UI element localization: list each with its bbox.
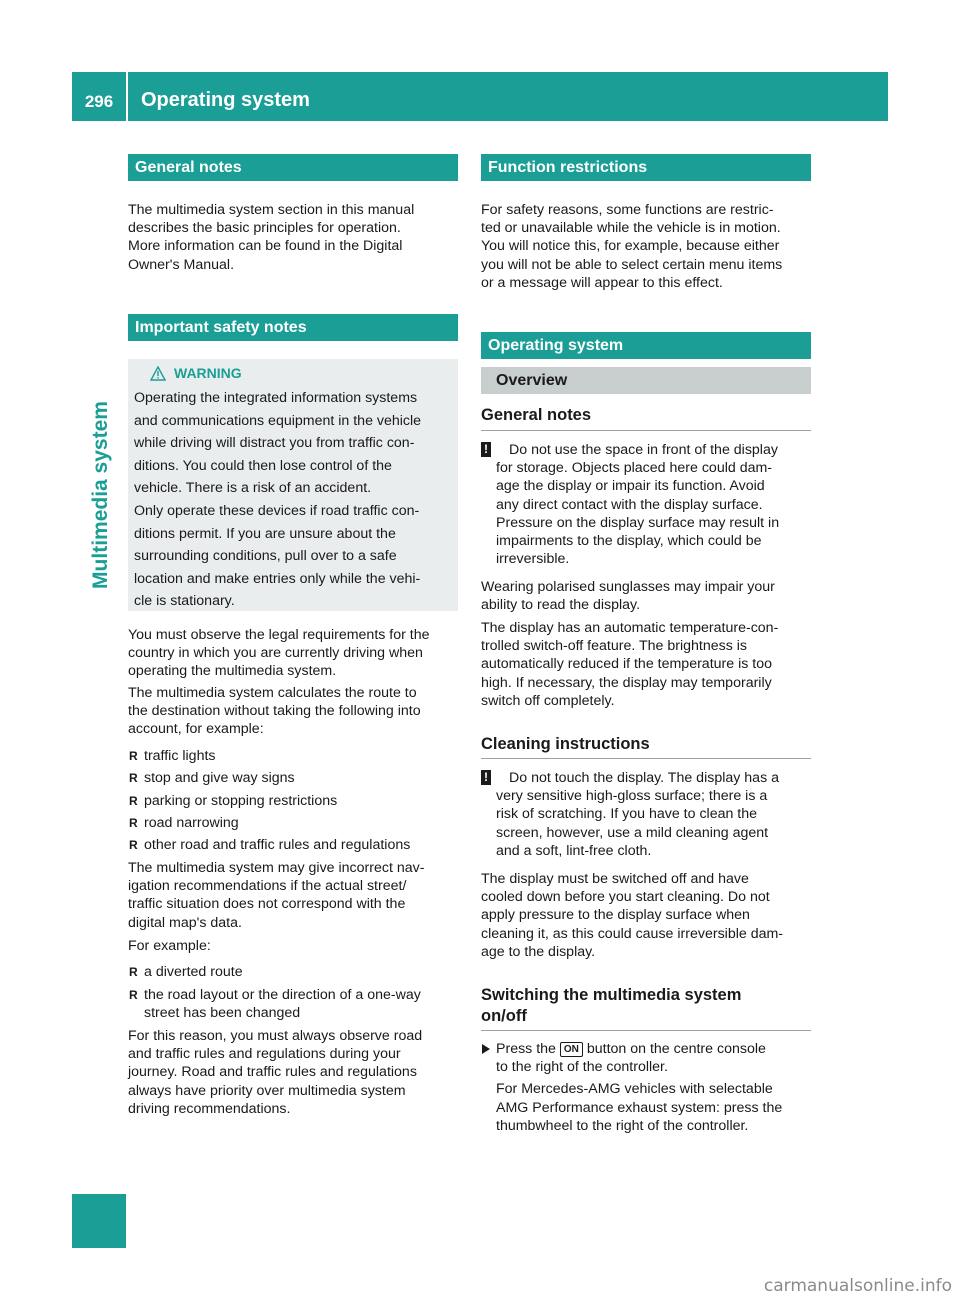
list-item: R other road and traffic rules and regulations <box>129 836 410 854</box>
section-heading-function-restrictions: Function restrictions <box>481 154 811 181</box>
heading-cleaning-instructions: Cleaning instructions <box>481 735 650 753</box>
observe-paragraph: You must observe the legal requirements for the country in which you are currently driving when operating the multimedia system. <box>128 627 430 680</box>
temperature-paragraph: The display has an automatic temperature-con- trolled switch-off feature. The brightness is automatically reduced if the temperature is too high. If necessary, the display may temporarily switch off completely. <box>481 620 779 709</box>
warning-label: WARNING <box>174 365 242 381</box>
chapter-side-tab <box>86 340 116 650</box>
section-heading-general-notes: General notes <box>128 154 458 181</box>
page-number: 296 <box>84 92 114 111</box>
example-label: For example: <box>128 938 211 954</box>
display-touch-note: ! Do not touch the display. The display has a very sensitive high-gloss surface; there is a risk of scratching. If you have to clean the screen, however, use a mild cleaning agent and a soft, lint-free cloth. <box>481 769 813 860</box>
incorrect-navigation-paragraph: The multimedia system may give incorrect nav- igation recommendations if the actual street/ traffic situation does not correspond with the digital map's data. <box>128 860 425 931</box>
watermark: carmanualsonline.info <box>763 1276 952 1296</box>
display-storage-note: ! Do not use the space in front of the display for storage. Objects placed here could dam- age the display or impair its function. Avoid any direct contact with the display surface. Pressure on the display surface may result in impairments to the display, which could be irreversible. <box>481 441 813 568</box>
header-divider <box>126 72 128 121</box>
subsection-overview: Overview <box>481 367 811 394</box>
warning-triangle-icon <box>150 366 166 381</box>
sunglasses-paragraph: Wearing polarised sunglasses may impair your ability to read the display. <box>481 579 775 614</box>
section-heading-safety-notes: Important safety notes <box>128 314 458 341</box>
reason-paragraph: For this reason, you must always observe road and traffic rules and regulations during your journey. Road and traffic rules and regulations always have priority over multimedia system driving recommendations. <box>128 1028 423 1117</box>
function-restrictions-body: For safety reasons, some functions are restric- ted or unavailable while the vehicle is in motion. You will notice this, for example, because either you will not be able to select certain menu items or a message will appear to this effect. <box>481 202 783 291</box>
list-item: R a diverted route <box>129 963 243 981</box>
cleaning-paragraph: The display must be switched off and have cooled down before you start cleaning. Do not apply pressure to the display surface when cleaning it, as this could cause irreversible dam- age to the display. <box>481 871 784 960</box>
route-paragraph: The multimedia system calculates the route to the destination without taking the following into account, for example: <box>128 685 421 738</box>
heading-rule <box>481 430 811 431</box>
step-press-on-button: Press the ON button on the centre console to the right of the controller. For Mercedes-AMG vehicles with selectable AMG Performance exhaust system: press the thumbwheel to the right of the controller. <box>481 1040 813 1135</box>
warning-header <box>150 365 242 381</box>
heading-general-notes: General notes <box>481 406 592 424</box>
section-heading-operating-system: Operating system <box>481 332 811 359</box>
step-arrow-icon <box>482 1044 490 1054</box>
heading-rule <box>481 1030 811 1031</box>
page-title: Operating system <box>141 89 310 111</box>
attention-icon: ! <box>481 770 491 785</box>
list-item: R stop and give way signs <box>129 769 295 787</box>
warning-box <box>128 359 458 611</box>
warning-paragraph-1: Operating the integrated information systems and communications equipment in the vehicle while driving will distract you from traffic con- ditions. You could then lose control of the vehicle. There is a risk of an accident. <box>134 390 422 497</box>
power-on-key-icon: ON <box>560 1042 583 1057</box>
list-item: R traffic lights <box>129 747 216 765</box>
general-notes-body: The multimedia system section in this manual describes the basic principles for operation. More information can be found in the Digital Owner's Manual. <box>128 202 415 273</box>
chapter-label: Multimedia system <box>89 401 112 589</box>
list-item: R road narrowing <box>129 814 239 832</box>
list-item: R parking or stopping restrictions <box>129 792 337 810</box>
attention-icon: ! <box>481 442 491 457</box>
chapter-marker <box>72 1194 126 1248</box>
heading-switching-on-off: Switching the multimedia system on/off <box>481 986 742 1025</box>
warning-paragraph-2: Only operate these devices if road traffic con- ditions permit. If you are unsure about the surrounding conditions, pull over to a safe location and make entries only while the vehi- cle is stationary. <box>134 503 421 610</box>
list-item: R the road layout or the direction of a one-way street has been changed <box>129 986 459 1022</box>
heading-rule <box>481 758 811 759</box>
